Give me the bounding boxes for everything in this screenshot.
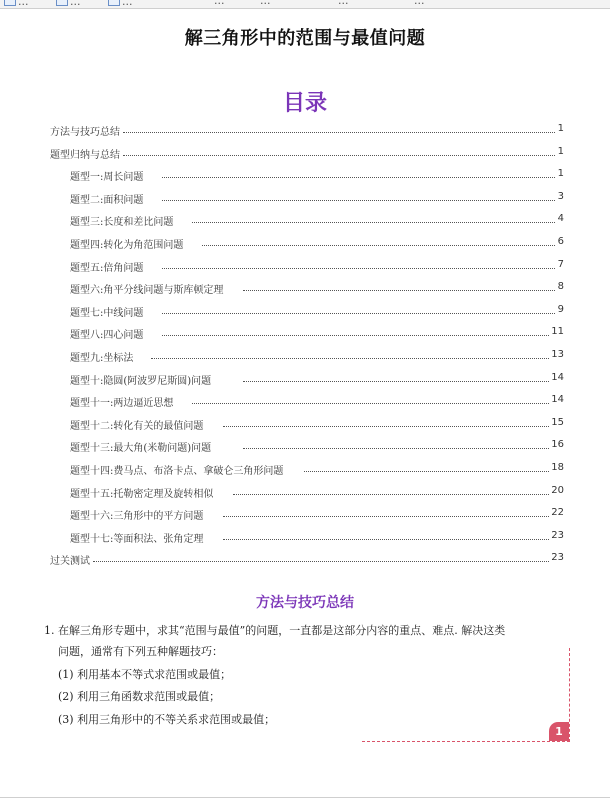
toc-entry-label: 题型八:四心问题 xyxy=(70,330,144,342)
toolbar-icon-3 xyxy=(108,0,120,6)
toc-leader-dots xyxy=(243,369,549,382)
toc-entry-page: 3 xyxy=(557,190,564,202)
toc-entry-label: 题型二:面积问题 xyxy=(70,194,144,206)
toc-leader-dots xyxy=(223,504,549,517)
body-line-2: 问题，通常有下列五种解题技巧： xyxy=(58,645,223,658)
toc-leader-dots xyxy=(192,391,549,404)
section-title: 方法与技巧总结 xyxy=(256,595,354,611)
toc-entry[interactable] xyxy=(0,504,610,524)
toc-leader-dots xyxy=(151,346,549,359)
toolbar-item-2[interactable]: ... xyxy=(56,0,81,8)
toolbar-item-7[interactable]: ... xyxy=(414,0,425,7)
document-title: 解三角形中的范围与最值问题 xyxy=(184,28,426,49)
body-line-5: (3) 利用三角形中的不等关系求范围或最值； xyxy=(58,713,276,726)
toc-entry-label: 题型三:长度和差比问题 xyxy=(70,217,174,229)
toc-entry-page: 23 xyxy=(551,529,564,541)
toc-entry-page: 6 xyxy=(557,236,564,247)
toc-entry[interactable] xyxy=(0,459,610,479)
toc-entry-page: 9 xyxy=(557,303,564,315)
toc-entry-label: 题型七:中线问题 xyxy=(70,307,144,319)
toc-entry-label: 题型十四:费马点、布洛卡点、拿破仑三角形问题 xyxy=(70,466,284,477)
toc-entry-page: 8 xyxy=(557,281,564,293)
toc-entry-page: 14 xyxy=(551,371,564,383)
toc-entry[interactable] xyxy=(0,527,610,547)
toc-entry[interactable] xyxy=(0,549,610,569)
toc-entry-label: 题型十二:转化有关的最值问题 xyxy=(70,420,204,432)
toc-leader-dots xyxy=(123,120,555,133)
toc-leader-dots xyxy=(243,278,555,291)
toc-leader-dots xyxy=(162,188,556,201)
toolbar-icon-1 xyxy=(4,0,16,6)
toc-entry[interactable] xyxy=(0,233,610,253)
toc-entry[interactable] xyxy=(0,482,610,502)
toc-entry-label: 题型十六:三角形中的平方问题 xyxy=(70,511,204,523)
toc-entry-page: 13 xyxy=(551,349,564,360)
toc-entry-page: 14 xyxy=(551,394,564,406)
body-line-1: 1. 在解三角形专题中，求其“范围与最值”的问题，一直都是这部分内容的重点、难点. 解决这类 xyxy=(44,624,506,637)
body-line-3: (1) 利用基本不等式求范围或最值； xyxy=(58,668,232,681)
toc-entry-label: 题型十一:两边逼近思想 xyxy=(70,398,174,410)
toc-entry-page: 1 xyxy=(557,123,564,134)
toc-entry-page: 4 xyxy=(557,213,564,225)
toc-entry-label: 题型十七:等面积法、张角定理 xyxy=(70,533,204,545)
toolbar-item-5[interactable]: ... xyxy=(260,0,271,7)
toc-entry-page: 15 xyxy=(551,416,564,428)
toc-entry-label: 题型十五:托勒密定理及旋转相似 xyxy=(70,488,214,500)
toc-entry-page: 1 xyxy=(557,168,564,180)
toc-leader-dots xyxy=(202,233,555,246)
body-line-4: (2) 利用三角函数求范围或最值； xyxy=(58,690,221,703)
toolbar-icon-2 xyxy=(56,0,68,6)
toc-leader-dots xyxy=(162,301,556,314)
toc-entry[interactable] xyxy=(0,436,610,456)
toc-leader-dots xyxy=(93,549,549,562)
toc-entry[interactable] xyxy=(0,369,610,389)
page-corner-dashed-vertical xyxy=(569,648,570,742)
toolbar-item-1[interactable]: ... xyxy=(4,0,29,8)
toc-leader-dots xyxy=(304,459,549,472)
toc-leader-dots xyxy=(123,143,555,156)
toolbar-item-4[interactable]: ... xyxy=(214,0,225,7)
toc-entry-label: 题型四:转化为角范围问题 xyxy=(70,240,184,251)
page-corner-dashed-horizontal xyxy=(362,741,570,742)
page-number-badge: 1 xyxy=(549,722,569,741)
toolbar xyxy=(0,0,610,9)
toc-entry-label: 题型一:周长问题 xyxy=(70,172,144,184)
toc-entry-page: 1 xyxy=(557,145,564,157)
toc-entry[interactable] xyxy=(0,165,610,185)
toc-entry-page: 7 xyxy=(557,258,564,270)
toc-leader-dots xyxy=(162,323,549,336)
toc-entry[interactable] xyxy=(0,278,610,298)
toc-entry[interactable] xyxy=(0,256,610,276)
toc-leader-dots xyxy=(162,256,556,269)
toc-heading: 目录 xyxy=(282,91,327,116)
toc-leader-dots xyxy=(223,527,549,540)
toc-entry-page: 20 xyxy=(551,484,564,496)
toc-entry[interactable] xyxy=(0,120,610,140)
toc-leader-dots xyxy=(223,414,549,427)
toc-entry[interactable] xyxy=(0,391,610,411)
toc-entry-label: 题型十三:最大角(米勒问题)问题 xyxy=(70,443,212,455)
toc-entry-label: 题型九:坐标法 xyxy=(70,353,134,364)
toc-entry-label: 方法与技巧总结 xyxy=(50,127,120,138)
toc-entry[interactable] xyxy=(0,346,610,366)
toolbar-item-6[interactable]: ... xyxy=(338,0,349,7)
toc-entry[interactable] xyxy=(0,188,610,208)
toc-leader-dots xyxy=(162,165,556,178)
toc-entry-label: 题型五:倍角问题 xyxy=(70,262,144,274)
toc-entry-label: 题型十:隐圆(阿波罗尼斯圆)问题 xyxy=(70,375,212,387)
toc-entry-label: 过关测试 xyxy=(50,556,90,568)
toc-entry-label: 题型六:角平分线问题与斯库顿定理 xyxy=(70,285,224,297)
toc-entry[interactable] xyxy=(0,210,610,230)
toc-entry-page: 11 xyxy=(551,326,564,338)
toc-entry[interactable] xyxy=(0,301,610,321)
toc-entry-label: 题型归纳与总结 xyxy=(50,149,120,161)
page-bottom-border xyxy=(0,797,610,798)
toc-leader-dots xyxy=(192,210,555,223)
toc-leader-dots xyxy=(243,436,549,449)
toc-entry[interactable] xyxy=(0,323,610,343)
toc-entry-page: 16 xyxy=(551,439,564,451)
toc-entry[interactable] xyxy=(0,143,610,163)
toc-leader-dots xyxy=(233,482,549,495)
toc-entry-page: 18 xyxy=(551,462,564,473)
toolbar-item-3[interactable]: ... xyxy=(108,0,133,8)
toc-entry[interactable] xyxy=(0,414,610,434)
toc-entry-page: 22 xyxy=(551,507,564,519)
toc-entry-page: 23 xyxy=(551,552,564,564)
